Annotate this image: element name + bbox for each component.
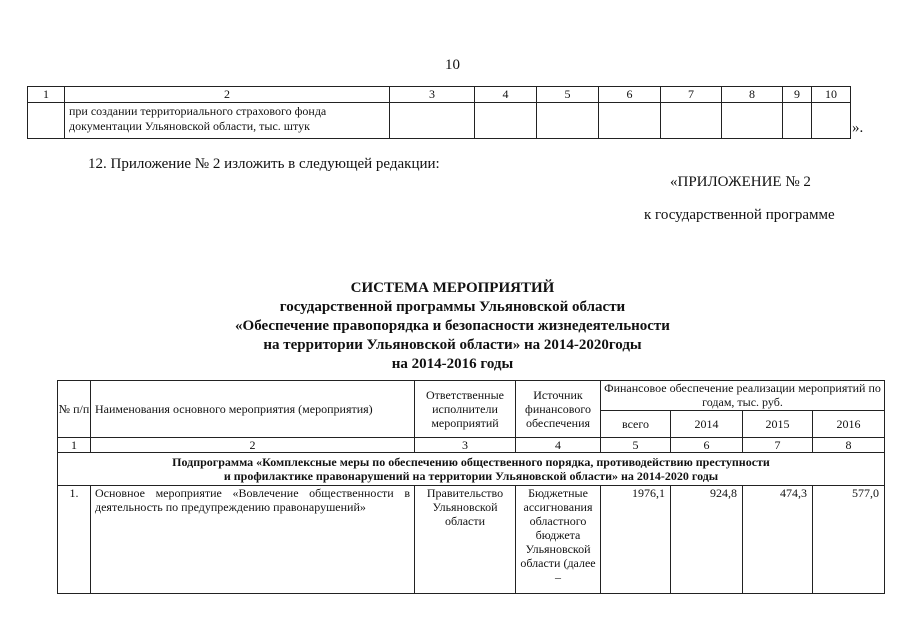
header-total: всего [601,410,671,437]
header-year-2015: 2015 [743,410,813,437]
col-number-cell: 1 [58,438,91,453]
table-cell [599,103,661,139]
subprogram-row [58,453,885,486]
row-description [65,103,390,139]
table-cell [28,103,65,139]
row-total: 1976,1 [601,486,671,594]
column-number-row [58,438,885,453]
col-number-cell: 8 [813,438,885,453]
col-number-cell: 5 [537,87,599,103]
row-number: 1. [58,486,91,594]
col-number-cell: 6 [671,438,743,453]
system-title [0,279,905,374]
system-title-line: на территории Ульяновской области» на 2014-2020годы [263,337,642,353]
col-number-cell: 10 [812,87,851,103]
row-responsible: Правительство Ульяновской области [415,486,516,594]
header-year-2014: 2014 [671,410,743,437]
subprogram-title-line: и профилактике правонарушений на территории Ульяновской области» на 2014-2020 годы [223,469,719,483]
col-number-cell: 9 [783,87,812,103]
subprogram-title-line: Подпрограмма «Комплексные меры по обеспечению общественного порядка, противодействию преступности [172,455,770,469]
col-number-cell: 5 [601,438,671,453]
col-number-cell: 2 [91,438,415,453]
row-2016: 577,0 [813,486,885,594]
header-row [58,381,885,411]
header-year-2016: 2016 [813,410,885,437]
header-source: Источник финансового обеспечения [516,381,601,438]
row-source: Бюджетные ассигнования областного бюджета Ульяновской области (далее – [516,486,601,594]
system-title-line: СИСТЕМА МЕРОПРИЯТИЙ [350,280,555,296]
col-number-cell: 3 [390,87,475,103]
col-number-cell: 6 [599,87,661,103]
col-number-cell: 3 [415,438,516,453]
table-cell [783,103,812,139]
header-responsible: Ответственные исполнители мероприятий [415,381,516,438]
continuation-header-row [28,87,851,103]
col-number-cell: 2 [65,87,390,103]
system-title-line: «Обеспечение правопорядка и безопасности жизнедеятельности [235,318,670,334]
table-cell [812,103,851,139]
row-2015: 474,3 [743,486,813,594]
continuation-table [27,86,851,139]
table-cell [661,103,722,139]
table-cell [390,103,475,139]
closing-quote: ». [852,120,864,136]
col-number-cell: 7 [661,87,722,103]
measures-table [57,380,885,594]
system-title-line: государственной программы Ульяновской области [279,299,626,315]
row-description: Основное мероприятие «Вовлечение общественности в деятельность по предупреждению правонарушений» [91,486,415,594]
header-number: № п/п [58,381,91,438]
col-number-cell: 1 [28,87,65,103]
continuation-data-row [28,103,851,139]
subprogram-title [58,453,885,486]
item-12-text: 12. Приложение № 2 изложить в следующей редакции: [88,156,440,172]
table-cell [475,103,537,139]
col-number-cell: 4 [475,87,537,103]
col-number-cell: 7 [743,438,813,453]
col-number-cell: 4 [516,438,601,453]
row-2014: 924,8 [671,486,743,594]
row-text-line: при создании территориального страхового фонда [69,104,327,118]
table-cell [537,103,599,139]
col-number-cell: 8 [722,87,783,103]
header-finance: Финансовое обеспечение реализации мероприятий по годам, тыс. руб. [601,381,885,411]
system-title-line: на 2014-2016 годы [391,356,514,372]
row-text-line: документации Ульяновской области, тыс. штук [69,119,310,133]
appendix-title: «ПРИЛОЖЕНИЕ № 2 [670,174,811,190]
table-row [58,486,885,594]
table-cell [722,103,783,139]
page-number: 10 [445,57,460,73]
appendix-subtitle: к государственной программе [644,207,835,223]
header-name: Наименования основного мероприятия (мероприятия) [91,381,415,438]
